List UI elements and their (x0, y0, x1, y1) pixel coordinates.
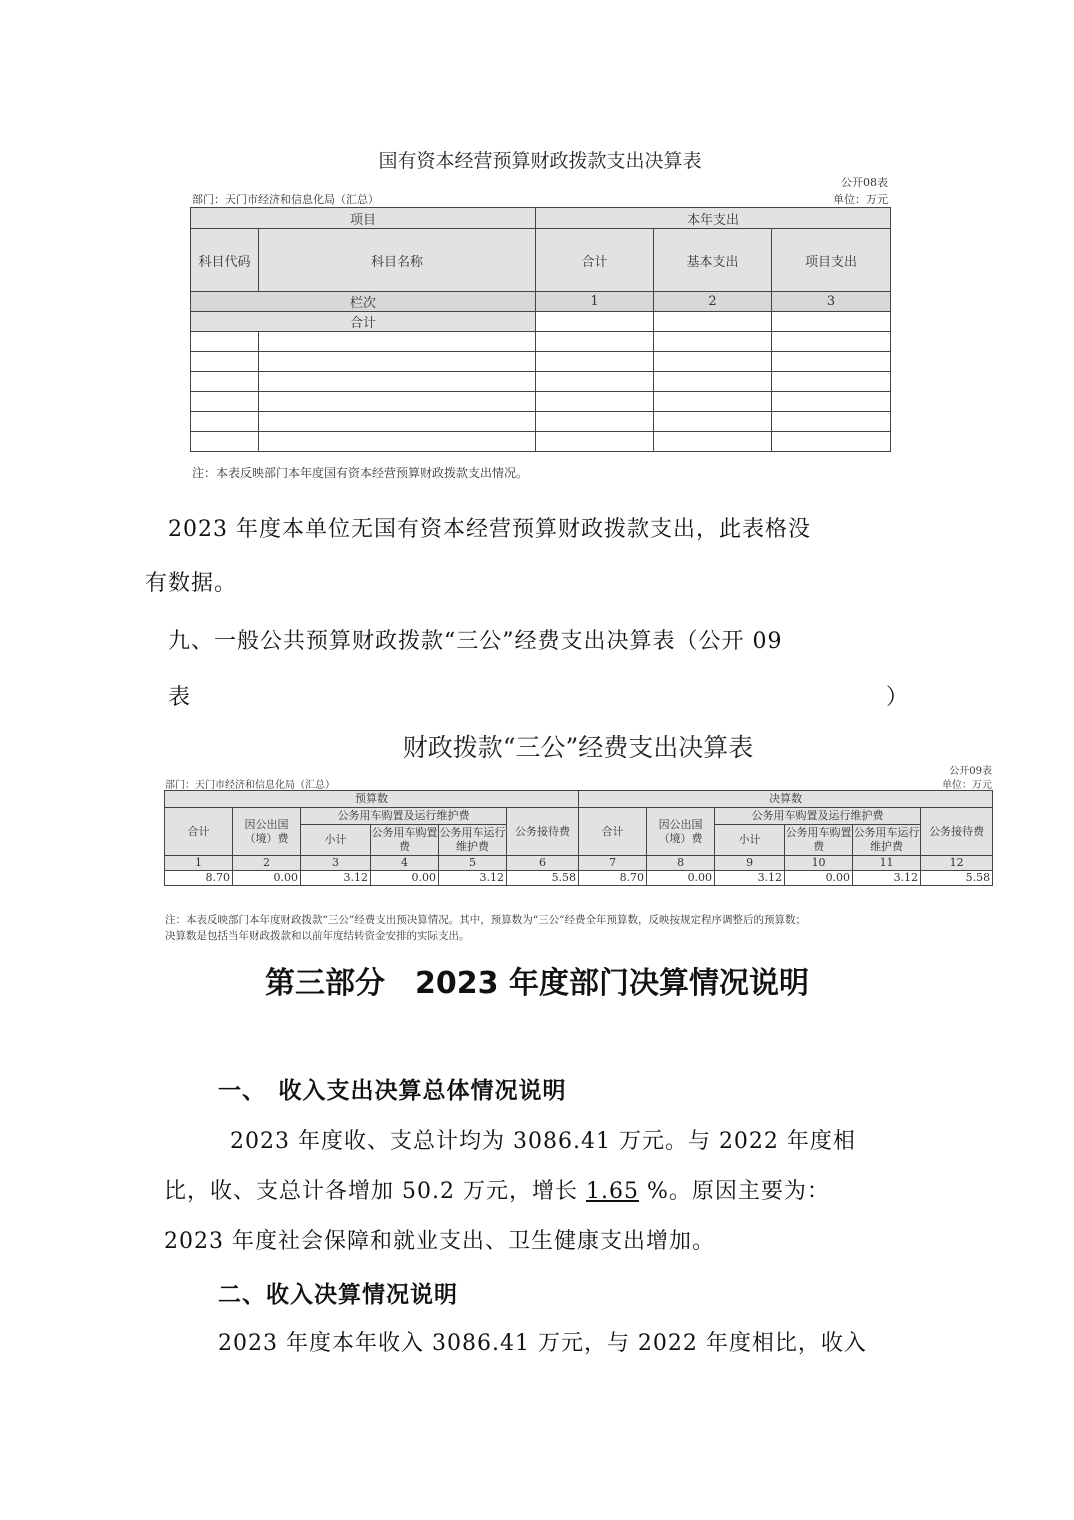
table2-row-values (165, 871, 993, 886)
table1-lanci-label: 栏次 (191, 292, 536, 312)
table2-note-line1: 注：本表反映部门本年度财政拨款“三公”经费支出预决算情况。其中，预算数为“三公”经费全年预算数，反映按规定程序调整后的预算数； (165, 914, 806, 926)
table1-dept: 部门：天门市经济和信息化局（汇总） (192, 193, 379, 206)
table2-row-colnums (165, 856, 993, 871)
table2-colnum: 2 (233, 856, 301, 871)
table2-col-total-final: 合计 (579, 808, 647, 856)
table2-col-car-purchase: 公务用车购置费 (371, 825, 439, 856)
table1-row-total (191, 312, 891, 332)
growth-percent: 1.65 (585, 1179, 639, 1204)
table1-row-lanci (191, 292, 891, 312)
table1-unit: 单位：万元 (833, 193, 888, 206)
table2-colnum: 3 (301, 856, 371, 871)
table1-col-project: 项目支出 (772, 229, 891, 292)
table1-lanci-1: 1 (536, 292, 654, 312)
table2-col-abroad: 因公出国（境）费 (233, 808, 301, 856)
table1-col-code: 科目代码 (191, 229, 259, 292)
section-one-line1: 2023 年度收、支总计均为 3086.41 万元。与 2022 年度相 (230, 1129, 856, 1154)
table-row (191, 372, 891, 392)
section-two-line1: 2023 年度本年收入 3086.41 万元，与 2022 年度相比，收入 (218, 1331, 867, 1356)
table2-value: 5.58 (921, 871, 993, 886)
table2-colnum: 12 (921, 856, 993, 871)
table2-col-subtotal: 小计 (301, 825, 371, 856)
table1-note: 注：本表反映部门本年度国有资本经营预算财政拨款支出情况。 (192, 466, 529, 480)
section-one-line2-pre: 比，收、支总计各增加 50.2 万元，增长 (164, 1179, 586, 1204)
section-one-heading: 一、 收入支出决算总体情况说明 (218, 1077, 567, 1104)
table2-value: 8.70 (579, 871, 647, 886)
table2-value: 3.12 (715, 871, 785, 886)
table2-col-reception: 公务接待费 (507, 808, 579, 856)
table2-value: 0.00 (647, 871, 715, 886)
table-row (191, 352, 891, 372)
table1-code: 公开08表 (841, 176, 888, 189)
table2-col-abroad-final: 因公出国（境）费 (647, 808, 715, 856)
table2-colnum: 1 (165, 856, 233, 871)
table2-note-line2: 决算数是包括当年财政拨款和以前年度结转资金安排的实际支出。 (165, 930, 470, 942)
section-nine-heading-cont: 表 (168, 685, 192, 710)
table2-col-car-group-final: 公务用车购置及运行维护费 (715, 808, 921, 825)
table2-value: 3.12 (853, 871, 921, 886)
section-one-line2-post: %。原因主要为： (638, 1179, 830, 1204)
table2-budget-header: 预算数 (165, 791, 579, 808)
table2-colnum: 11 (853, 856, 921, 871)
table2-value: 8.70 (165, 871, 233, 886)
table1-title: 国有资本经营预算财政拨款支出决算表 (378, 150, 702, 172)
section-one-line2 (164, 1174, 830, 1205)
table2-colnum: 4 (371, 856, 439, 871)
table1-lanci-2: 2 (654, 292, 772, 312)
table2-colnum: 9 (715, 856, 785, 871)
table2-col-subtotal-final: 小计 (715, 825, 785, 856)
table1-header-year-expense: 本年支出 (536, 208, 891, 229)
table2-value: 0.00 (371, 871, 439, 886)
table2-colnum: 10 (785, 856, 853, 871)
table2-col-car-purchase-final: 公务用车购置费 (785, 825, 853, 856)
table2-value: 0.00 (233, 871, 301, 886)
section-two-heading: 二、收入决算情况说明 (218, 1281, 458, 1308)
part-three-title: 第三部分 2023 年度部门决算情况说明 (265, 966, 809, 1001)
table-row (191, 332, 891, 352)
table-row (191, 392, 891, 412)
table-row (191, 412, 891, 432)
table2-col-total: 合计 (165, 808, 233, 856)
table2-colnum: 7 (579, 856, 647, 871)
table2-final-header: 决算数 (579, 791, 993, 808)
table2-value: 5.58 (507, 871, 579, 886)
table2-dept: 部门：天门市经济和信息化局（汇总） (165, 780, 335, 791)
table1-col-name: 科目名称 (259, 229, 536, 292)
table2-code: 公开09表 (949, 766, 992, 777)
table-row (191, 432, 891, 452)
table2-col-car-group: 公务用车购置及运行维护费 (301, 808, 507, 825)
table2 (164, 790, 993, 886)
table2-unit: 单位：万元 (942, 780, 992, 791)
table1-header-project: 项目 (191, 208, 536, 229)
paragraph-no-data-cont: 有数据。 (145, 571, 238, 596)
table-cell (654, 312, 772, 332)
table1 (190, 207, 891, 452)
table2-value: 3.12 (301, 871, 371, 886)
section-one-line3: 2023 年度社会保障和就业支出、卫生健康支出增加。 (164, 1229, 715, 1254)
section-nine-heading: 九、一般公共预算财政拨款“三公”经费支出决算表（公开 09 (168, 629, 783, 654)
table2-value: 3.12 (439, 871, 507, 886)
table1-lanci-3: 3 (772, 292, 891, 312)
table2-col-reception-final: 公务接待费 (921, 808, 993, 856)
table1-col-basic: 基本支出 (654, 229, 772, 292)
table1-total-label: 合计 (191, 312, 536, 332)
table2-value: 0.00 (785, 871, 853, 886)
table1-col-total: 合计 (536, 229, 654, 292)
paragraph-no-data: 2023 年度本单位无国有资本经营预算财政拨款支出，此表格没 (168, 517, 811, 542)
table2-colnum: 6 (507, 856, 579, 871)
table2-colnum: 5 (439, 856, 507, 871)
table2-col-car-maint-final: 公务用车运行维护费 (853, 825, 921, 856)
table2-title: 财政拨款“三公”经费支出决算表 (402, 733, 754, 762)
table-cell (772, 312, 891, 332)
table-cell (536, 312, 654, 332)
section-nine-heading-close: ） (886, 685, 910, 710)
table2-colnum: 8 (647, 856, 715, 871)
table2-col-car-maint: 公务用车运行维护费 (439, 825, 507, 856)
